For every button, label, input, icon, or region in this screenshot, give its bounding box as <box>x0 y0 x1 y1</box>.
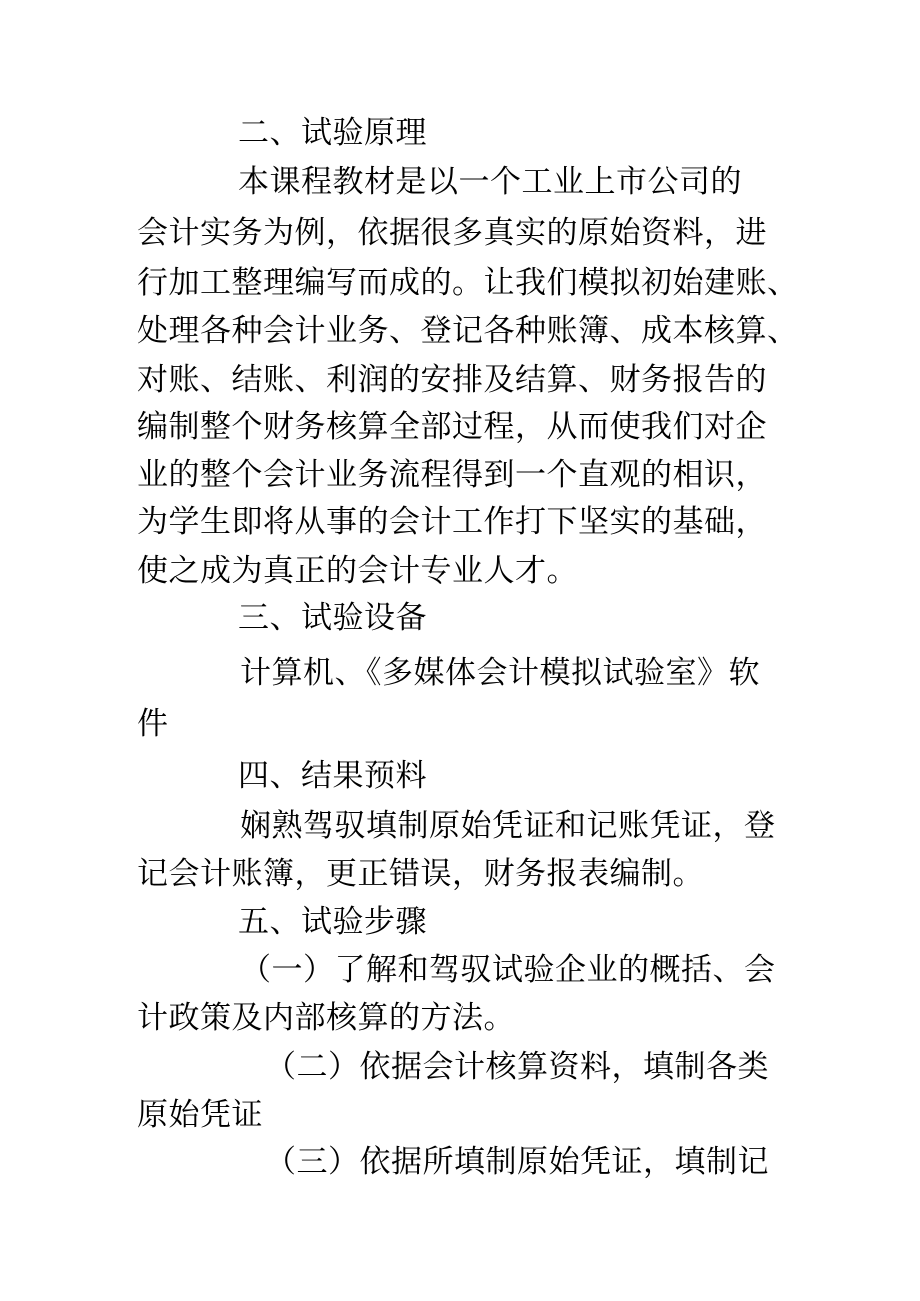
paragraph-line: 编制整个财务核算全部过程，从而使我们对企 <box>137 409 767 445</box>
paragraph-line: 处理各种会计业务、登记各种账簿、成本核算、 <box>137 313 799 349</box>
paragraph-line: 计政策及内部核算的方法。 <box>137 1000 515 1036</box>
paragraph-line: 行加工整理编写而成的。让我们模拟初始建账、 <box>137 265 799 301</box>
section-heading-equipment: 三、试验设备 <box>238 600 427 636</box>
paragraph-line: 使之成为真正的会计专业人才。 <box>137 553 578 589</box>
paragraph-line: 记会计账簿，更正错误，财务报表编制。 <box>137 856 704 892</box>
step-line: （三）依据所填制原始凭证，填制记 <box>265 1144 769 1180</box>
section-heading-principle: 二、试验原理 <box>238 115 427 151</box>
paragraph-line: 对账、结账、利润的安排及结算、财务报告的 <box>137 362 767 398</box>
paragraph-line: 娴熟驾驭填制原始凭证和记账凭证，登 <box>240 808 776 844</box>
paragraph-line: 为学生即将从事的会计工作打下坚实的基础， <box>137 504 767 540</box>
step-line: （一）了解和驾驭试验企业的概括、会 <box>240 952 776 988</box>
paragraph-line: 业的整个会计业务流程得到一个直观的相识， <box>137 457 767 493</box>
paragraph-line: 本课程教材是以一个工业上市公司的 <box>238 164 742 200</box>
section-heading-expected-results: 四、结果预料 <box>238 758 427 794</box>
paragraph-line: 原始凭证 <box>137 1097 263 1133</box>
paragraph-line: 会计实务为例，依据很多真实的原始资料，进 <box>137 215 767 251</box>
paragraph-line: 件 <box>137 706 169 742</box>
paragraph-line: 计算机、《多媒体会计模拟试验室》软 <box>240 655 760 691</box>
section-heading-steps: 五、试验步骤 <box>238 904 427 940</box>
step-line: （二）依据会计核算资料，填制各类 <box>265 1049 769 1085</box>
